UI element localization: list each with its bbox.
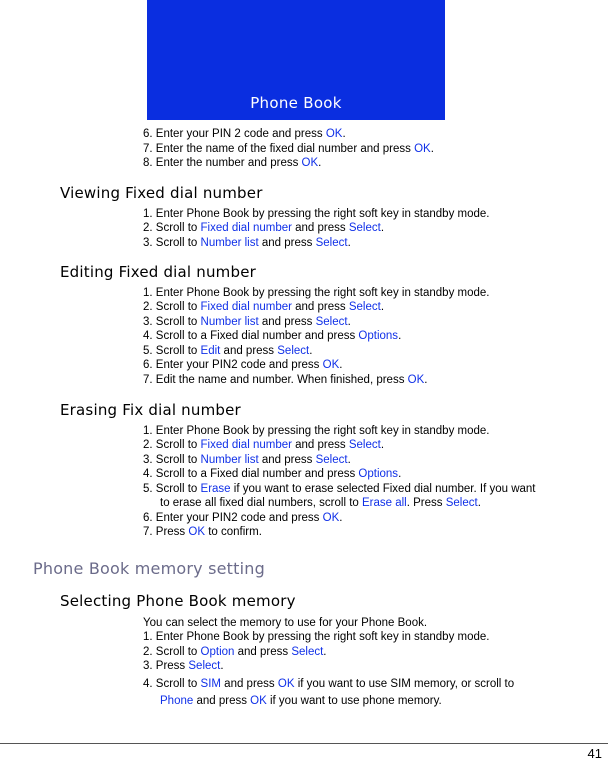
menu-keyword: Option <box>200 646 235 658</box>
menu-keyword: Erase <box>200 483 231 495</box>
menu-keyword: OK <box>322 512 340 524</box>
menu-keyword: Select <box>315 237 348 249</box>
menu-keyword: Select <box>291 646 324 658</box>
step-line: 6. Enter your PIN 2 code and press OK. <box>143 128 346 140</box>
step-line: 2. Scroll to Option and press Select. <box>143 646 327 658</box>
step-line: 5. Scroll to Erase if you want to erase selected Fixed dial number. If you want <box>143 483 536 495</box>
menu-keyword: Select <box>348 222 381 234</box>
menu-keyword: Phone <box>160 695 194 707</box>
menu-keyword: Edit <box>200 345 221 357</box>
menu-keyword: OK <box>414 143 431 155</box>
step-line: 4. Scroll to SIM and press OK if you want to use SIM memory, or scroll to <box>143 678 515 690</box>
step-line: 3. Scroll to Number list and press Select. <box>143 237 351 249</box>
step-line: 4. Scroll to a Fixed dial number and press Options. <box>143 468 402 480</box>
intro-text: You can select the memory to use for your Phone Book. <box>143 617 428 629</box>
step-line: 3. Scroll to Number list and press Select. <box>143 316 351 328</box>
menu-keyword: OK <box>277 678 295 690</box>
step-line: 2. Scroll to Fixed dial number and press Select. <box>143 301 385 313</box>
menu-keyword: Fixed dial number <box>200 301 292 313</box>
menu-keyword: SIM <box>200 678 221 690</box>
menu-keyword: Fixed dial number <box>200 222 292 234</box>
chapter-heading-memory-setting: Phone Book memory setting <box>33 559 265 578</box>
step-line: 8. Enter the number and press OK. <box>143 157 322 169</box>
menu-keyword: Select <box>315 454 348 466</box>
menu-keyword: Select <box>188 660 221 672</box>
menu-keyword: OK <box>322 359 340 371</box>
menu-keyword: Number list <box>200 237 259 249</box>
step-line: 7. Press OK to confirm. <box>143 526 262 538</box>
menu-keyword: Options <box>358 468 399 480</box>
menu-keyword: OK <box>407 374 425 386</box>
menu-keyword: Fixed dial number <box>200 439 292 451</box>
step-line: 7. Edit the name and number. When finished, press OK. <box>143 374 428 386</box>
page-number: 41 <box>587 746 602 761</box>
menu-keyword: OK <box>188 526 206 538</box>
step-line: 6. Enter your PIN2 code and press OK. <box>143 359 343 371</box>
step-line: 1. Enter Phone Book by pressing the right soft key in standby mode. <box>143 208 490 220</box>
section-heading-viewing: Viewing Fixed dial number <box>60 184 263 202</box>
step-line: 1. Enter Phone Book by pressing the right soft key in standby mode. <box>143 287 490 299</box>
menu-keyword: Select <box>277 345 310 357</box>
section-heading-selecting-memory: Selecting Phone Book memory <box>60 592 296 610</box>
menu-keyword: Erase all <box>361 497 407 509</box>
menu-keyword: OK <box>301 157 319 169</box>
step-line: 1. Enter Phone Book by pressing the right soft key in standby mode. <box>143 425 490 437</box>
step-line: 5. Scroll to Edit and press Select. <box>143 345 313 357</box>
menu-keyword: Select <box>348 301 381 313</box>
step-line-continued: to erase all fixed dial numbers, scroll to Erase all. Press Select. <box>160 497 481 509</box>
step-line: 6. Enter your PIN2 code and press OK. <box>143 512 343 524</box>
step-line: 1. Enter Phone Book by pressing the right soft key in standby mode. <box>143 631 490 643</box>
step-line: 7. Enter the name of the fixed dial number and press OK. <box>143 143 434 155</box>
menu-keyword: Number list <box>200 316 259 328</box>
menu-keyword: Number list <box>200 454 259 466</box>
menu-keyword: Options <box>358 330 399 342</box>
step-line-continued: Phone and press OK if you want to use phone memory. <box>160 695 442 707</box>
step-line: 4. Scroll to a Fixed dial number and press Options. <box>143 330 402 342</box>
section-heading-erasing: Erasing Fix dial number <box>60 401 241 419</box>
footer-rule <box>0 743 608 744</box>
menu-keyword: OK <box>250 695 267 707</box>
step-line: 2. Scroll to Fixed dial number and press Select. <box>143 439 385 451</box>
step-line: 3. Scroll to Number list and press Select. <box>143 454 351 466</box>
menu-keyword: Select <box>445 497 478 509</box>
step-line: 2. Scroll to Fixed dial number and press Select. <box>143 222 385 234</box>
section-heading-editing: Editing Fixed dial number <box>60 263 257 281</box>
step-line: 3. Press Select. <box>143 660 224 672</box>
menu-keyword: Select <box>315 316 348 328</box>
banner-title: Phone Book <box>250 94 342 112</box>
phone-book-banner <box>147 0 445 120</box>
menu-keyword: Select <box>348 439 381 451</box>
menu-keyword: OK <box>325 128 343 140</box>
